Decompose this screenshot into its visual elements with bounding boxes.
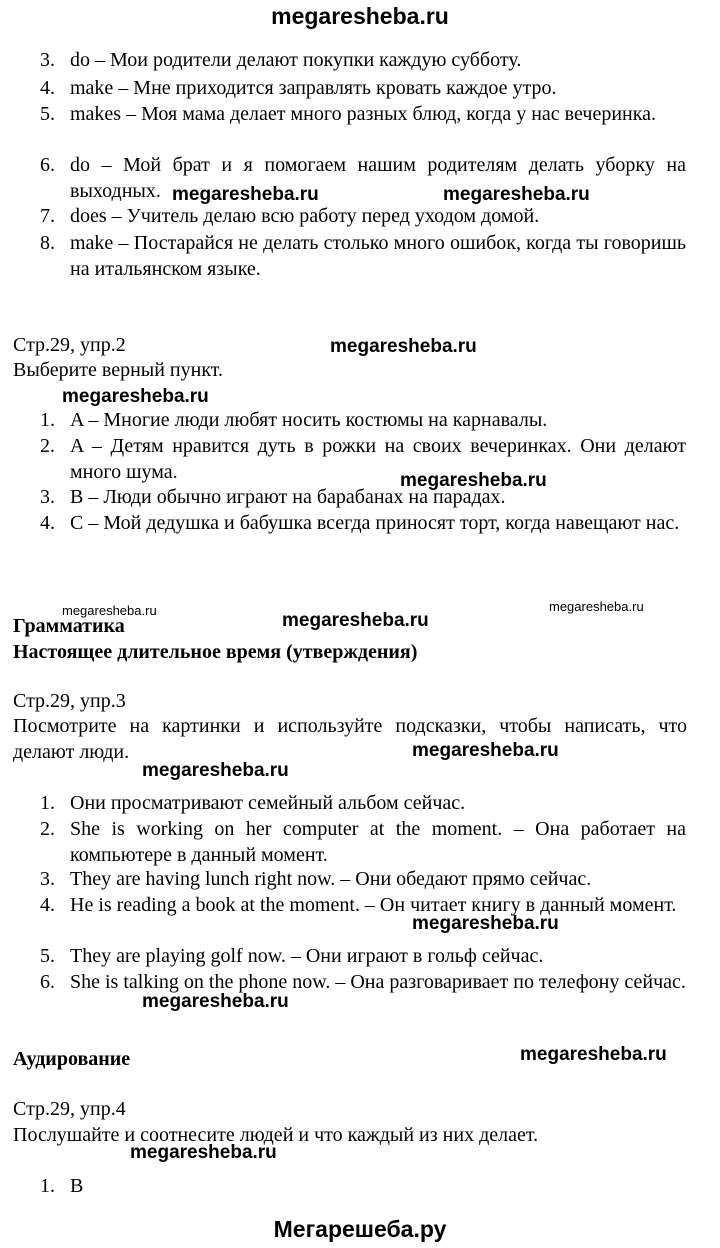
list-item: [40, 433, 686, 485]
list-item: [40, 866, 686, 892]
item-text: She is talking on the phone now. – Она разговаривает по телефону сейчас.: [70, 971, 686, 993]
section-heading: Аудирование: [13, 1048, 131, 1070]
watermark: megaresheba.ru: [172, 184, 319, 205]
item-number: 2.: [40, 435, 55, 457]
item-text: He is reading a book at the moment. – Он читает книгу в данный момент.: [70, 894, 677, 916]
item-text: A – Многие люди любят носить костюмы на карнавалы.: [70, 409, 548, 431]
list-item: [40, 892, 686, 918]
section-subheading: Настоящее длительное время (утверждения): [13, 641, 418, 663]
item-text: A – Детям нравится дуть в рожки на своих вечеринках. Они делают много шума.: [70, 435, 686, 483]
list-item: [40, 75, 686, 101]
list-item: [40, 816, 686, 868]
watermark: megaresheba.ru: [130, 1142, 277, 1163]
list-item: [40, 407, 686, 433]
item-number: 1.: [40, 409, 55, 431]
item-text: C – Мой дедушка и бабушка всегда приносят торт, когда навещают нас.: [70, 512, 680, 534]
item-number: 7.: [40, 205, 55, 227]
item-text: makes – Моя мама делает много разных блюд, когда у нас вечеринка.: [70, 103, 657, 125]
watermark: megaresheba.ru: [549, 599, 644, 614]
item-text: She is working on her computer at the moment. – Она работает на компьютере в данный момент.: [70, 818, 686, 866]
watermark: megaresheba.ru: [412, 740, 559, 761]
item-number: 4.: [40, 512, 55, 534]
item-text: do – Мой брат и я помогаем нашим родителям делать уборку на выходных.: [70, 154, 686, 202]
site-footer: Мегарешеба.ру: [273, 1216, 447, 1242]
watermark: megaresheba.ru: [142, 991, 289, 1012]
item-text: B – Люди обычно играют на барабанах на парадах.: [70, 486, 506, 508]
item-number: 6.: [40, 971, 55, 993]
exercise-reference: Стр.29, упр.4: [13, 1098, 126, 1120]
watermark: megaresheba.ru: [330, 336, 477, 357]
item-text: Они просматривают семейный альбом сейчас.: [70, 792, 466, 814]
item-text: They are playing golf now. – Они играют в гольф сейчас.: [70, 945, 544, 967]
list-item: [40, 203, 686, 229]
exercise-reference: Стр.29, упр.3: [13, 690, 126, 712]
item-number: 1.: [40, 792, 55, 814]
item-number: 5.: [40, 945, 55, 967]
watermark: megaresheba.ru: [400, 470, 547, 491]
list-item: [40, 510, 686, 536]
item-number: 3.: [40, 486, 55, 508]
item-text: make – Постарайся не делать столько много ошибок, когда ты говоришь на итальянском языке.: [70, 232, 686, 280]
watermark: megaresheba.ru: [142, 760, 289, 781]
item-text: does – Учитель делаю всю работу перед уходом домой.: [70, 205, 540, 227]
item-number: 3.: [40, 49, 55, 71]
watermark: megaresheba.ru: [62, 603, 157, 618]
item-number: 1.: [40, 1175, 55, 1197]
item-number: 6.: [40, 154, 55, 176]
item-number: 4.: [40, 77, 55, 99]
item-text: They are having lunch right now. – Они обедают прямо сейчас.: [70, 868, 592, 890]
list-item: [40, 230, 686, 282]
exercise-instruction: Послушайте и соотнесите людей и что каждый из них делает.: [13, 1124, 539, 1146]
list-item: [40, 484, 686, 510]
item-number: 4.: [40, 894, 55, 916]
list-item: [40, 47, 686, 73]
item-text: make – Мне приходится заправлять кровать каждое утро.: [70, 77, 557, 99]
item-number: 8.: [40, 232, 55, 254]
list-item: [40, 969, 686, 995]
watermark: megaresheba.ru: [520, 1044, 667, 1065]
exercise-reference: Стр.29, упр.2: [13, 334, 126, 356]
exercise-instruction: Посмотрите на картинки и используйте подсказки, чтобы написать, что делают люди.: [13, 715, 687, 763]
site-header: megaresheba.ru: [271, 3, 449, 29]
exercise-instruction: Выберите верный пункт.: [13, 359, 224, 381]
item-number: 3.: [40, 868, 55, 890]
item-text: do – Мои родители делают покупки каждую субботу.: [70, 49, 522, 71]
list-item: [40, 101, 686, 127]
item-text: B: [70, 1175, 84, 1197]
watermark: megaresheba.ru: [282, 610, 429, 631]
list-item: [40, 790, 686, 816]
list-item: [40, 1173, 686, 1199]
watermark: megaresheba.ru: [412, 913, 559, 934]
item-number: 2.: [40, 818, 55, 840]
watermark: megaresheba.ru: [62, 386, 209, 407]
section-heading: Грамматика: [13, 615, 125, 637]
watermark: megaresheba.ru: [443, 184, 590, 205]
list-item: [40, 943, 686, 969]
item-number: 5.: [40, 103, 55, 125]
